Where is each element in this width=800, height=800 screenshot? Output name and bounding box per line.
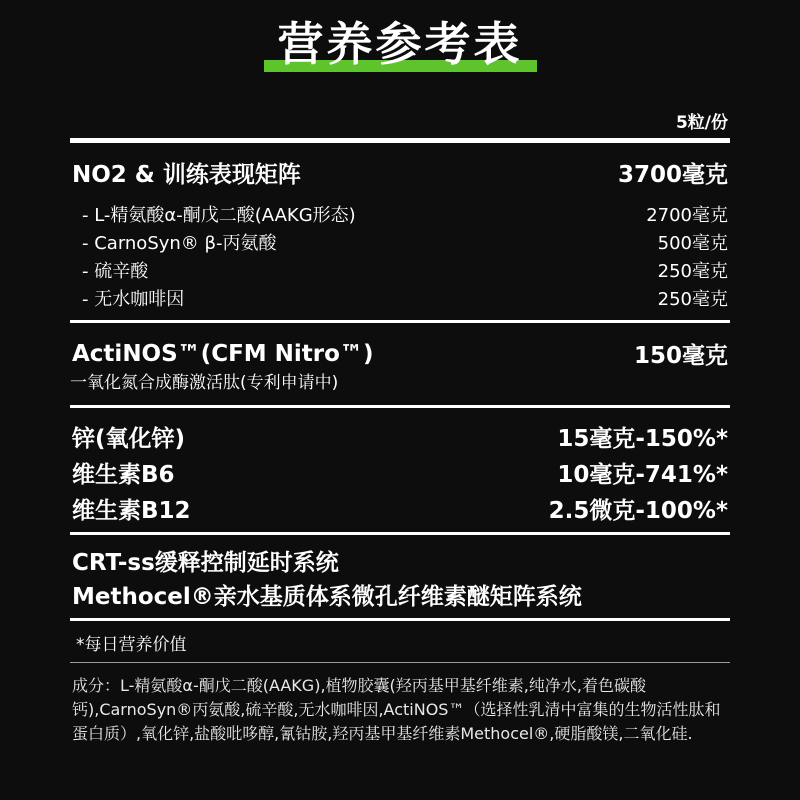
matrix-amount: 3700毫克 [617,162,728,188]
actinos-description: 一氧化氮合成酶激活肽(专利申请中) [70,373,339,393]
matrix-item-amount: 500毫克 [657,233,728,254]
mineral-row [72,492,728,525]
ingredients-text: 成分：L-精氨酸α-酮戊二酸(AAKG),植物胶囊(羟丙基甲基纤维素,纯净水,着色碳酸钙),CarnoSyn®丙氨酸,硫辛酸,无水咖啡因,ActiNOS™（选择性乳清中富集的生物活性肽和蛋白质）,氧化锌,盐酸吡哆醇,氰钴胺,羟丙基甲基纤维素Methocel®,硬脂酸镁,二氧化硅. [72,676,721,743]
matrix-item [72,257,728,283]
mineral-label: 锌(氧化锌) [72,426,186,452]
matrix-item-amount: 2700毫克 [646,205,728,226]
divider-top [70,138,730,143]
matrix-row [72,156,728,189]
divider-4 [70,618,730,621]
matrix-item-amount: 250毫克 [657,289,728,310]
matrix-name: NO2 & 训练表现矩阵 [72,162,301,188]
system-line: Methocel®亲水基质体系微孔纤维素醚矩阵系统 [72,584,582,610]
actinos-row [72,337,728,370]
divider-3 [70,532,730,535]
actinos-name: ActiNOS™(CFM Nitro™) [72,340,374,367]
mineral-row [72,456,728,489]
title-block [0,14,800,74]
matrix-item-amount: 250毫克 [657,261,728,282]
matrix-item-label: - 硫辛酸 [82,261,149,282]
matrix-item [72,229,728,255]
divider-thin [70,662,730,663]
divider-1 [70,320,730,323]
system-line: CRT-ss缓释控制延时系统 [72,550,339,576]
matrix-item-label: - CarnoSyn® β-丙氨酸 [82,233,277,254]
matrix-item-label: - 无水咖啡因 [82,289,185,310]
divider-2 [70,405,730,408]
mineral-label: 维生素B12 [72,498,191,524]
mineral-amount: 15毫克-150%* [557,426,728,452]
actinos-amount: 150毫克 [633,343,728,369]
matrix-item-label: - L-精氨酸α-酮戊二酸(AAKG形态) [82,205,356,226]
page-title [264,14,537,74]
page-title-text: 营养参考表 [277,17,523,71]
mineral-row [72,420,728,453]
mineral-amount: 10毫克-741%* [557,462,728,488]
serving-size: 5粒/份 [675,113,728,133]
matrix-item [72,201,728,227]
mineral-amount: 2.5微克-100%* [548,498,728,524]
mineral-label: 维生素B6 [72,462,175,488]
matrix-item [72,285,728,311]
daily-value-footnote: *每日营养价值 [76,635,187,655]
